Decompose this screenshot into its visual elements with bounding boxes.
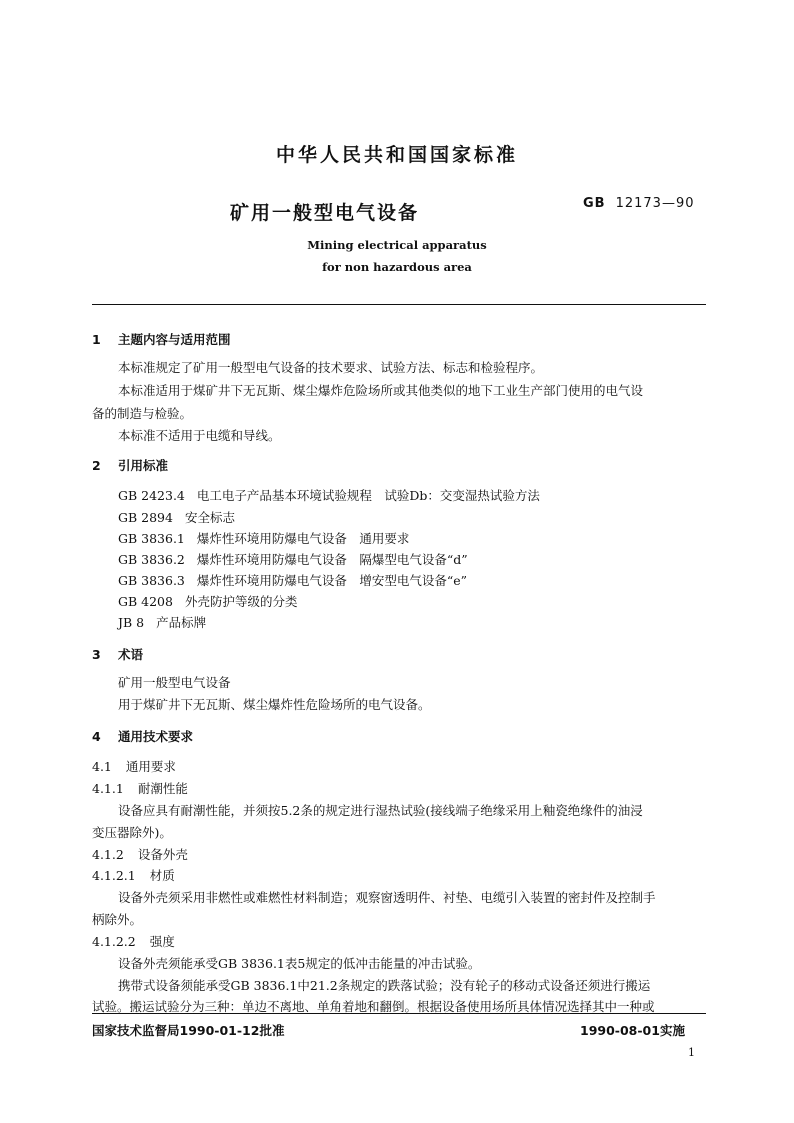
clause-title: 设备外壳 xyxy=(137,847,188,862)
reference-text: 爆炸性环境用防爆电气设备 增安型电气设备“e” xyxy=(196,573,468,588)
paragraph: 试验。搬运试验分为三种：单边不离地、单角着地和翻倒。根据设备使用场所具体情况选择其中一种或 xyxy=(92,999,655,1014)
reference-code: GB 2894 xyxy=(118,510,173,525)
reference-code: GB 2423.4 xyxy=(118,488,185,503)
document-title: 矿用一般型电气设备 xyxy=(230,202,420,224)
clause-number: 4.1.1 xyxy=(92,781,124,796)
clause-number: 4.1.2 xyxy=(92,847,124,862)
paragraph: 变压器除外)。 xyxy=(92,825,172,840)
reference-item xyxy=(118,571,467,589)
reference-item xyxy=(118,592,297,610)
paragraph: 携带式设备须能承受GB 3836.1中21.2条规定的跌落试验；没有轮子的移动式设备还须进行搬运 xyxy=(118,978,651,993)
footer-divider xyxy=(92,1013,706,1014)
implementation-note: 1990-08-01实施 xyxy=(580,1023,685,1038)
reference-text: 外壳防护等级的分类 xyxy=(184,594,298,609)
reference-code: GB 3836.3 xyxy=(118,573,185,588)
clause-4-1-2-1 xyxy=(92,866,175,884)
english-title-line-2: for non hazardous area xyxy=(322,260,472,274)
clause-title: 强度 xyxy=(149,934,175,949)
reference-code: GB 3836.1 xyxy=(118,531,185,546)
reference-text: 电工电子产品基本环境试验规程 试验Db：交变湿热试验方法 xyxy=(196,488,540,503)
section-title: 术语 xyxy=(118,647,144,662)
clause-4-1-2 xyxy=(92,845,188,863)
section-number: 2 xyxy=(92,458,101,473)
section-title: 主题内容与适用范围 xyxy=(118,332,231,347)
paragraph: 备的制造与检验。 xyxy=(92,406,193,421)
section-number: 1 xyxy=(92,332,101,347)
reference-text: 产品标牌 xyxy=(156,615,207,630)
english-title-line-1: Mining electrical apparatus xyxy=(307,238,487,252)
header-divider xyxy=(92,304,706,305)
reference-code: JB 8 xyxy=(118,615,145,630)
paragraph: 设备应具有耐潮性能，并须按5.2条的规定进行湿热试验(接线端子绝缘采用上釉瓷绝缘件的油浸 xyxy=(118,803,643,818)
section-3-heading xyxy=(92,645,143,663)
approval-note: 国家技术监督局1990-01-12批准 xyxy=(92,1023,285,1038)
paragraph: 本标准不适用于电缆和导线。 xyxy=(118,428,281,443)
section-4-heading xyxy=(92,727,193,745)
standard-number xyxy=(583,196,695,211)
clause-number: 4.1.2.2 xyxy=(92,934,136,949)
clause-title: 材质 xyxy=(149,868,175,883)
section-1-heading xyxy=(92,330,231,348)
paragraph: 柄除外。 xyxy=(92,912,143,927)
paragraph: 本标准适用于煤矿井下无瓦斯、煤尘爆炸危险场所或其他类似的地下工业生产部门使用的电气设 xyxy=(118,383,644,398)
reference-item xyxy=(118,550,468,568)
clause-number: 4.1 xyxy=(92,759,112,774)
term: 矿用一般型电气设备 xyxy=(118,675,231,690)
reference-text: 安全标志 xyxy=(184,510,235,525)
paragraph: 设备外壳须能承受GB 3836.1表5规定的低冲击能量的冲击试验。 xyxy=(118,956,481,971)
term-definition: 用于煤矿井下无瓦斯、煤尘爆炸性危险场所的电气设备。 xyxy=(118,697,431,712)
standard-prefix: GB xyxy=(583,196,606,211)
reference-code: GB 3836.2 xyxy=(118,552,185,567)
reference-text: 爆炸性环境用防爆电气设备 隔爆型电气设备“d” xyxy=(196,552,468,567)
paragraph: 本标准规定了矿用一般型电气设备的技术要求、试验方法、标志和检验程序。 xyxy=(118,360,544,375)
clause-number: 4.1.2.1 xyxy=(92,868,136,883)
reference-item xyxy=(118,486,540,504)
section-title: 引用标准 xyxy=(118,458,169,473)
section-number: 4 xyxy=(92,729,101,744)
page-number: 1 xyxy=(688,1046,695,1059)
standard-code: 12173—90 xyxy=(615,196,695,211)
section-number: 3 xyxy=(92,647,101,662)
clause-4-1-1 xyxy=(92,779,188,797)
reference-item xyxy=(118,529,409,547)
clause-title: 耐潮性能 xyxy=(137,781,188,796)
clause-4-1-2-2 xyxy=(92,932,175,950)
reference-item xyxy=(118,508,235,526)
paragraph: 设备外壳须采用非燃性或难燃性材料制造；观察窗透明件、衬垫、电缆引入装置的密封件及控制手 xyxy=(118,890,656,905)
reference-item xyxy=(118,613,206,631)
section-2-heading xyxy=(92,456,168,474)
national-standard-heading: 中华人民共和国国家标准 xyxy=(275,144,518,166)
clause-title: 通用要求 xyxy=(125,759,176,774)
reference-code: GB 4208 xyxy=(118,594,173,609)
section-title: 通用技术要求 xyxy=(118,729,194,744)
clause-4-1 xyxy=(92,757,176,775)
reference-text: 爆炸性环境用防爆电气设备 通用要求 xyxy=(196,531,410,546)
